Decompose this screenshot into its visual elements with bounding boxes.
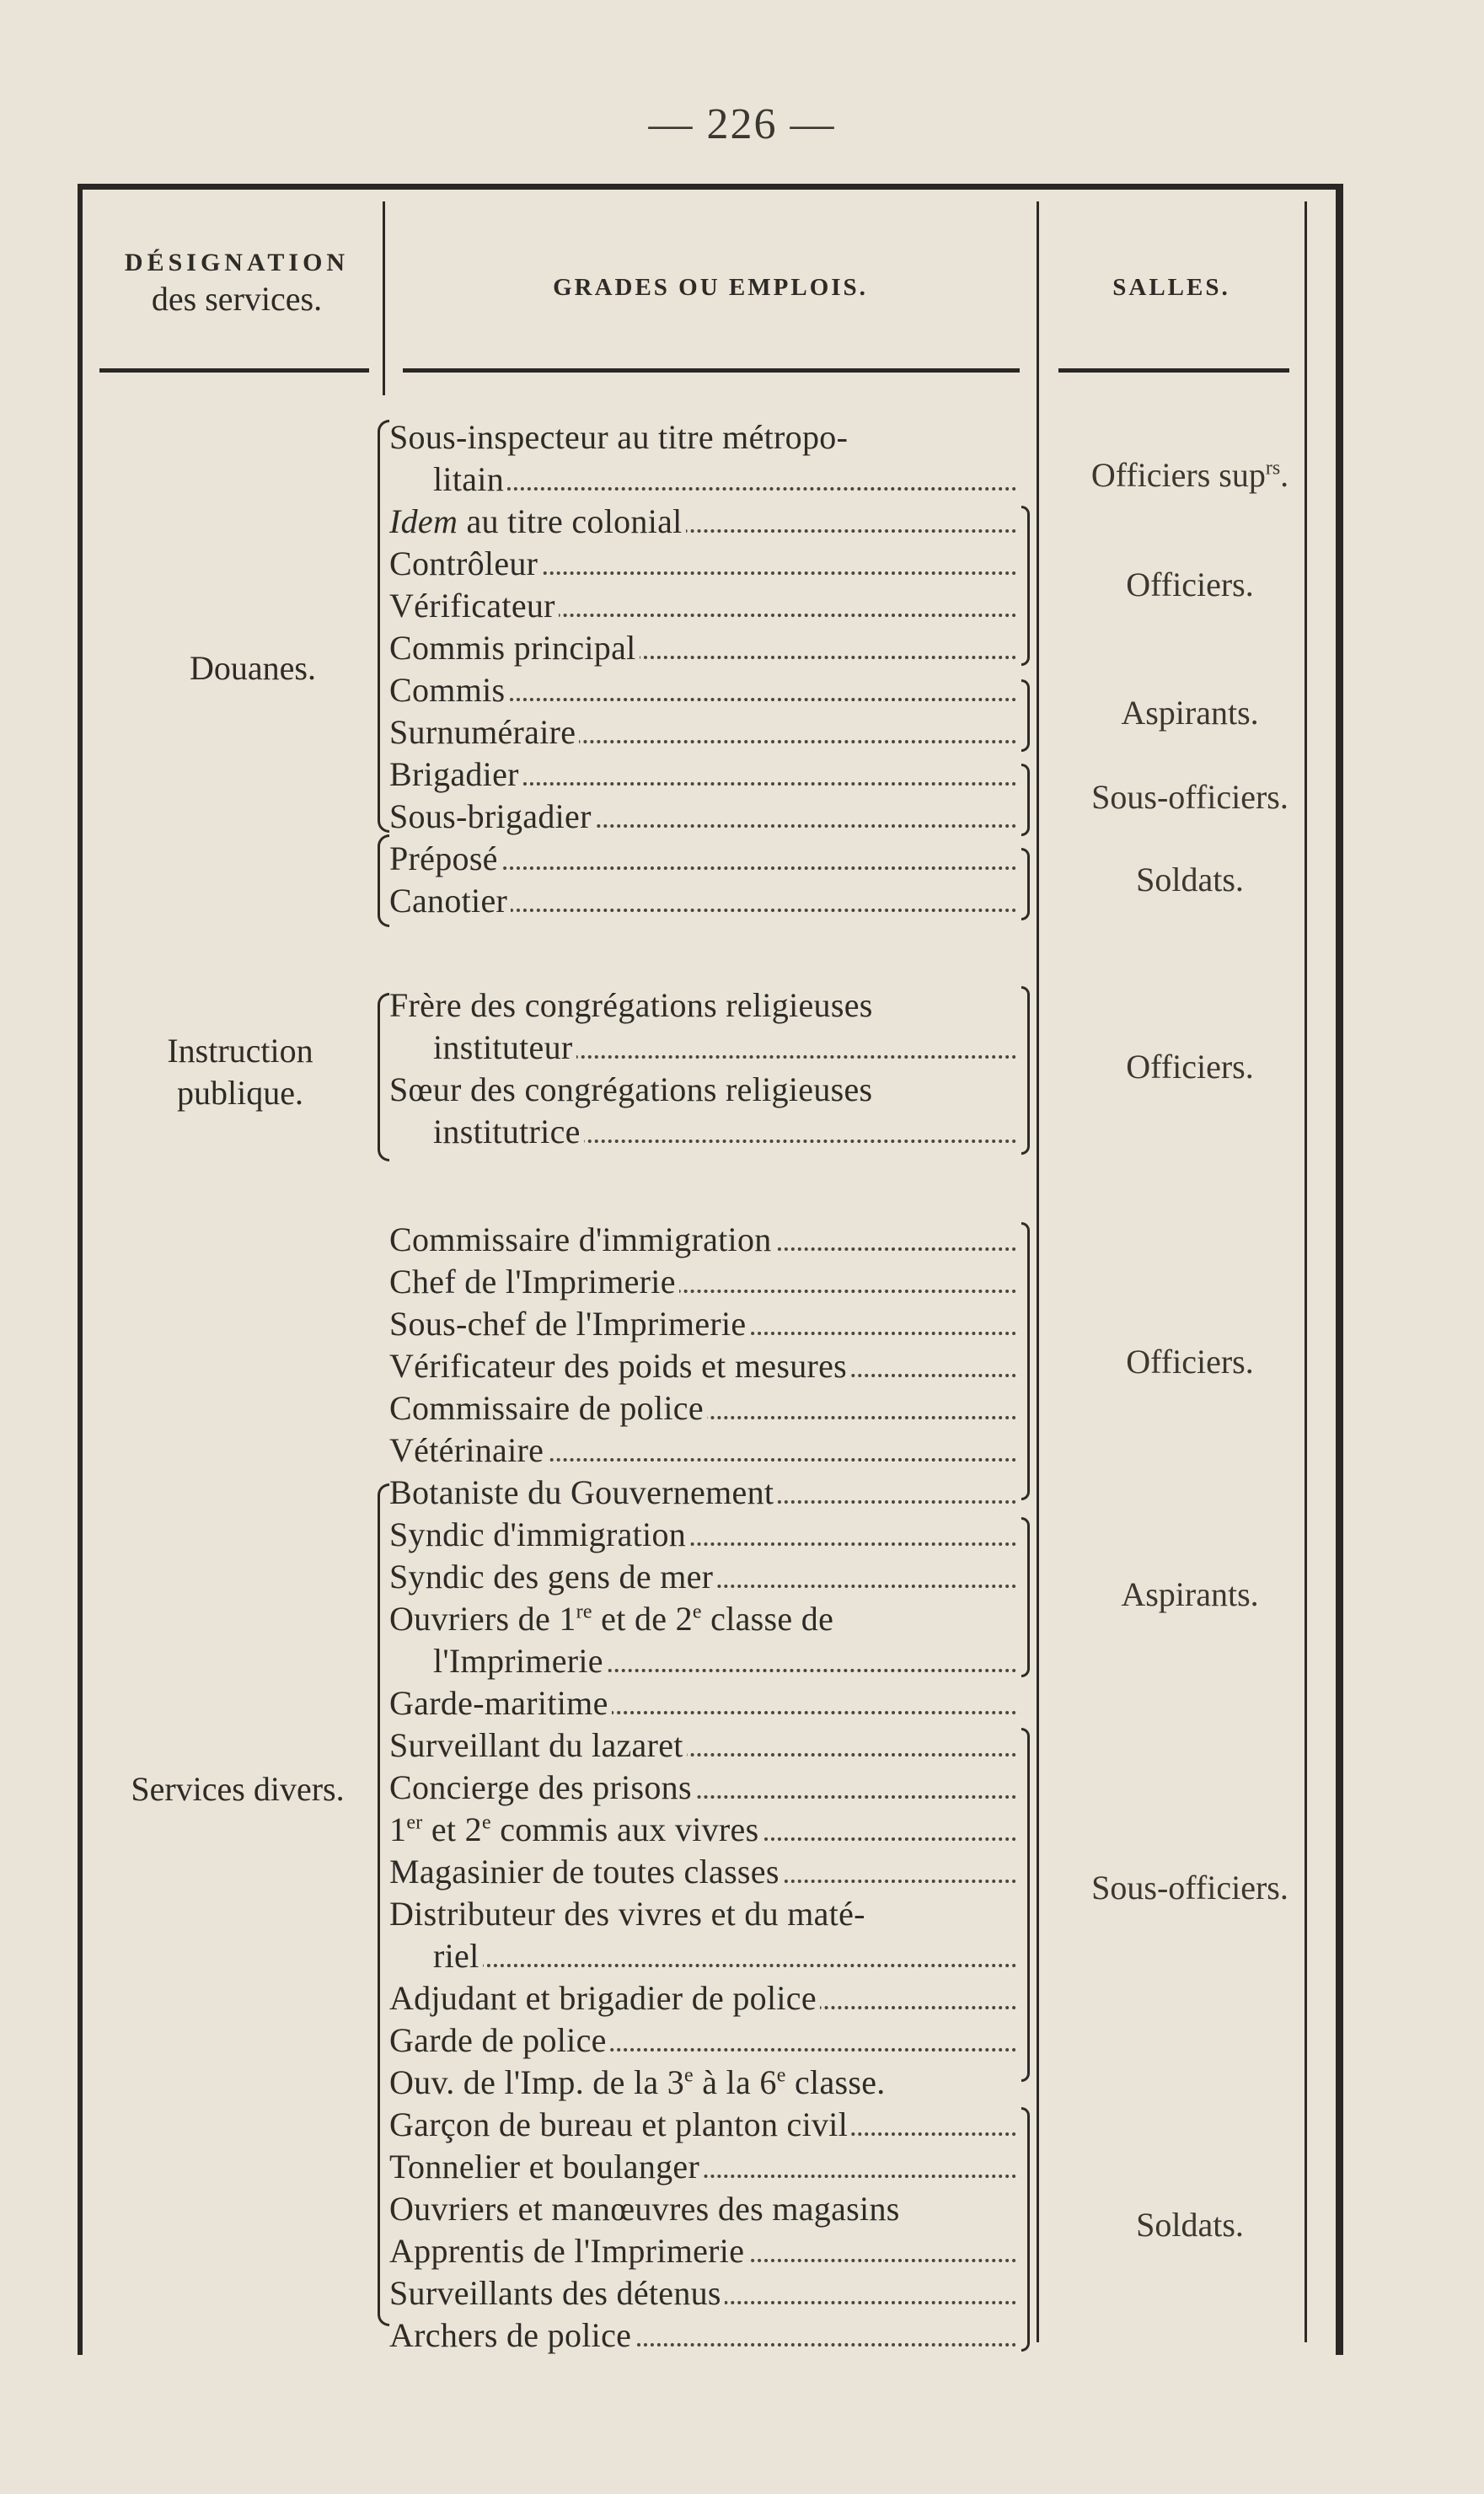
grade-item: Préposé xyxy=(389,838,1021,880)
grade-item: Syndic d'immigration xyxy=(389,1514,1021,1556)
grade-item: Garde-maritime xyxy=(389,1682,1021,1724)
grade-item: Garde de police xyxy=(389,2019,1021,2062)
brace-officiers xyxy=(1021,1222,1030,1500)
grade-item: Magasinier de toutes classes xyxy=(389,1851,1021,1893)
grade-item: instituteur xyxy=(389,1027,1021,1069)
salle-officiers: Officiers. xyxy=(1126,566,1254,603)
grade-item: Sous-inspecteur au titre métropo- xyxy=(389,416,1021,459)
column-divider xyxy=(1037,201,1039,2342)
grade-item: Commissaire d'immigration xyxy=(389,1219,1021,1261)
grade-item: riel xyxy=(389,1935,1021,1977)
grade-item: Frère des congrégations religieuses xyxy=(389,984,1021,1027)
grade-item: Commis xyxy=(389,669,1021,711)
brace-officiers xyxy=(1021,986,1030,1155)
brace-sous-officiers xyxy=(1021,764,1030,836)
brace-aspirants xyxy=(1021,1517,1030,1677)
grade-item: Botaniste du Gouvernement xyxy=(389,1472,1021,1514)
grade-item: Contrôleur xyxy=(389,543,1021,585)
header-rule xyxy=(99,368,369,373)
service-douanes: Douanes. xyxy=(190,649,316,687)
brace-instruction xyxy=(378,993,389,1161)
grade-item: Vérificateur xyxy=(389,585,1021,627)
column-divider xyxy=(383,201,385,395)
grade-item: Tonnelier et boulanger xyxy=(389,2146,1021,2188)
grade-item: l'Imprimerie xyxy=(389,1640,1021,1682)
grade-item: Chef de l'Imprimerie xyxy=(389,1261,1021,1303)
grade-item: Garçon de bureau et planton civil xyxy=(389,2104,1021,2146)
salle-officiers: Officiers. xyxy=(1126,1048,1254,1086)
header-rule xyxy=(403,368,1020,373)
grade-item: Distributeur des vivres et du maté- xyxy=(389,1893,1021,1935)
grade-item: Apprentis de l'Imprimerie xyxy=(389,2230,1021,2272)
salle-aspirants: Aspirants. xyxy=(1121,1575,1259,1613)
header-salles: SALLES. xyxy=(1112,274,1230,301)
salle-aspirants: Aspirants. xyxy=(1121,694,1259,732)
grade-item: Concierge des prisons xyxy=(389,1767,1021,1809)
grade-item: Ouvriers et manœuvres des magasins xyxy=(389,2188,1021,2230)
brace-douanes xyxy=(378,420,389,833)
header-rule xyxy=(1058,368,1289,373)
grade-item: Adjudant et brigadier de police xyxy=(389,1977,1021,2019)
grade-item: Canotier xyxy=(389,880,1021,922)
grade-item: Commissaire de police xyxy=(389,1387,1021,1429)
grade-item: Vérificateur des poids et mesures xyxy=(389,1345,1021,1387)
grade-item: Archers de police xyxy=(389,2314,1021,2357)
brace-aspirants xyxy=(1021,679,1030,752)
grade-item: Ouvriers de 1re et de 2e classe de xyxy=(389,1598,1021,1640)
grade-item: Sous-chef de l'Imprimerie xyxy=(389,1303,1021,1345)
service-instruction-publique: Instruction publique. xyxy=(167,1032,313,1112)
header-designation: DÉSIGNATION des services. xyxy=(124,249,350,318)
service-divers: Services divers. xyxy=(131,1770,345,1808)
grade-item: Surveillant du lazaret xyxy=(389,1724,1021,1767)
brace-divers xyxy=(378,1483,389,2326)
grade-item: Sœur des congrégations religieuses xyxy=(389,1069,1021,1111)
page-number: — 226 — xyxy=(648,100,836,148)
brace-douanes xyxy=(378,834,389,927)
column-divider xyxy=(1305,201,1307,2342)
header-grades: GRADES OU EMPLOIS. xyxy=(553,274,868,301)
brace-soldats xyxy=(1021,2107,1030,2352)
grade-item: Commis principal xyxy=(389,627,1021,669)
grade-item: Syndic des gens de mer xyxy=(389,1556,1021,1598)
salle-soldats: Soldats. xyxy=(1136,2206,1244,2244)
grade-item: Vétérinaire xyxy=(389,1429,1021,1472)
salle-officiers-sup: Officiers sup$^{rs}$. xyxy=(1090,456,1289,494)
brace-sous-officiers xyxy=(1021,1728,1030,2082)
grade-item: litain xyxy=(389,459,1021,501)
grade-item: 1er et 2e commis aux vivres xyxy=(389,1809,1021,1851)
grade-item: Sous-brigadier xyxy=(389,796,1021,838)
grade-item: Brigadier xyxy=(389,754,1021,796)
salle-soldats: Soldats. xyxy=(1136,861,1244,898)
salle-officiers: Officiers. xyxy=(1126,1343,1254,1381)
brace-officiers xyxy=(1021,506,1030,666)
grade-item: Ouv. de l'Imp. de la 3e à la 6e classe. xyxy=(389,2062,1021,2104)
grade-item: Surveillants des détenus xyxy=(389,2272,1021,2314)
grade-item: Idem au titre colonial xyxy=(389,501,1021,543)
grade-item: Surnuméraire xyxy=(389,711,1021,754)
brace-soldats xyxy=(1021,848,1030,920)
grade-item: institutrice xyxy=(389,1111,1021,1153)
salle-sous-officiers: Sous-officiers. xyxy=(1091,1869,1288,1907)
salle-sous-officiers: Sous-officiers. xyxy=(1091,778,1288,816)
